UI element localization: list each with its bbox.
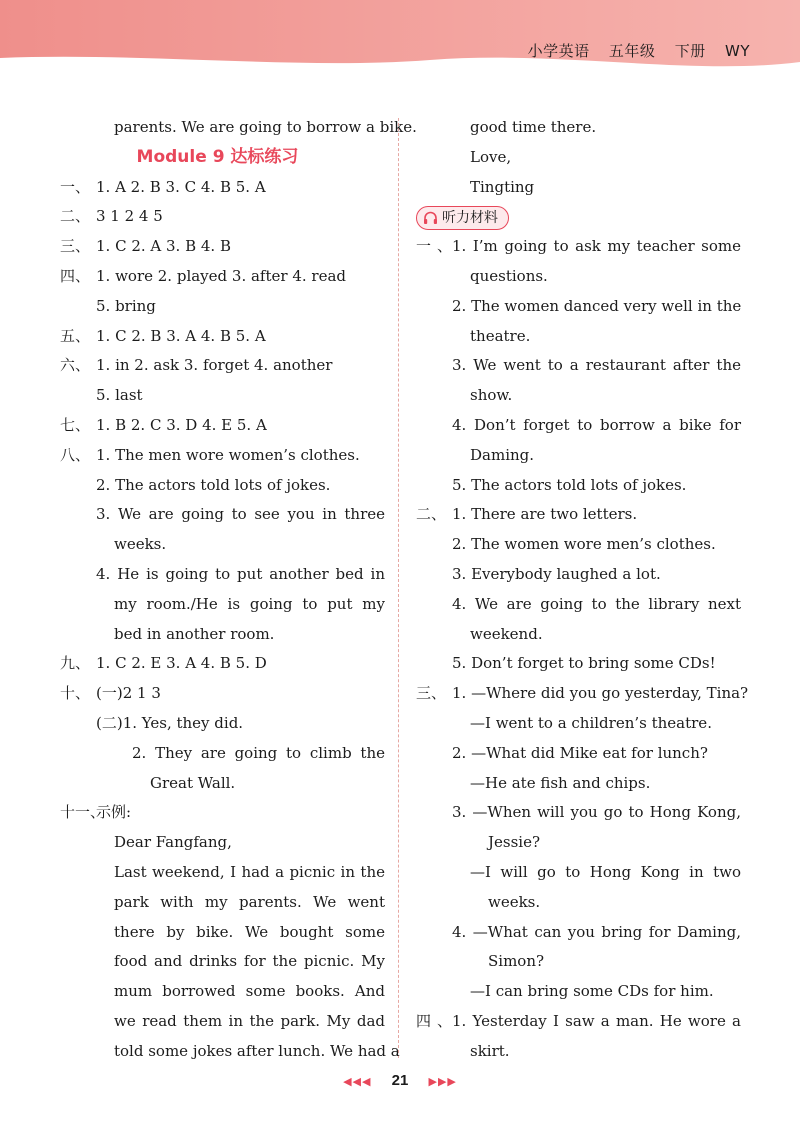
line-text: 1. The men wore women’s clothes. — [96, 445, 360, 464]
column-divider — [398, 118, 399, 1058]
line-text: weeks. — [488, 892, 541, 911]
answer-line — [60, 739, 385, 769]
question-marker: 三、 — [60, 237, 91, 256]
answer-line — [60, 530, 385, 560]
answer-line — [416, 322, 741, 352]
section-title: Module 9 达标练习 — [136, 146, 299, 167]
question-marker: 二、 — [60, 207, 91, 226]
line-text: weeks. — [114, 535, 167, 554]
answer-line — [416, 500, 741, 530]
line-text: mum borrowed some books. And — [114, 982, 385, 1001]
line-text: there by bike. We bought some — [114, 922, 385, 941]
line-text: show. — [470, 386, 513, 405]
prev-arrows-icon: ◀◀◀ — [343, 1076, 372, 1088]
answer-line — [60, 292, 385, 322]
line-text: 4. Don’t forget to borrow a bike for — [452, 415, 741, 434]
answer-line — [416, 262, 741, 292]
answer-line — [60, 798, 385, 828]
answer-line — [60, 1007, 385, 1037]
answer-line — [416, 441, 741, 471]
line-text: Dear Fangfang, — [114, 833, 232, 852]
line-text: told some jokes after lunch. We had a — [114, 1041, 400, 1060]
answer-line — [416, 1007, 741, 1037]
line-text: 4. We are going to the library next — [452, 594, 741, 613]
page-footer — [0, 1072, 800, 1089]
line-text: parents. We are going to borrow a bike. — [114, 118, 417, 136]
next-arrows-icon: ▶▶▶ — [428, 1076, 457, 1088]
line-text: food and drinks for the picnic. My — [114, 952, 385, 971]
line-text: 3. —When will you go to Hong Kong, — [452, 803, 741, 822]
line-text: 1. C 2. B 3. A 4. B 5. A — [96, 326, 266, 345]
answer-line — [60, 649, 385, 679]
header-edition: WY — [725, 42, 750, 60]
left-column — [60, 113, 417, 1067]
line-text: 5. bring — [96, 296, 156, 315]
line-text: Jessie? — [488, 833, 541, 852]
question-marker: 六、 — [60, 356, 91, 375]
line-text: 示例: — [96, 803, 132, 822]
headphones-icon — [423, 211, 438, 225]
answer-line — [416, 918, 741, 948]
answer-line — [60, 113, 417, 143]
answer-line — [60, 709, 385, 739]
line-text: 1. B 2. C 3. D 4. E 5. A — [96, 415, 267, 434]
line-text: theatre. — [470, 326, 531, 345]
answer-line — [60, 232, 385, 262]
answer-line — [416, 798, 741, 828]
line-text: Simon? — [488, 952, 545, 971]
line-text: 2. The actors told lots of jokes. — [96, 475, 331, 494]
line-text: 1. A 2. B 3. C 4. B 5. A — [96, 177, 266, 196]
line-text: good time there. — [470, 118, 597, 136]
answer-line — [60, 500, 385, 530]
line-text: 5. last — [96, 386, 143, 405]
question-marker: 五、 — [60, 326, 91, 345]
question-marker: 一、 — [416, 237, 452, 256]
page-number: 21 — [391, 1072, 409, 1089]
line-text: 1. wore 2. played 3. after 4. read — [96, 266, 346, 285]
answer-line — [416, 113, 741, 143]
answer-line — [416, 173, 741, 203]
answer-line — [416, 858, 741, 888]
line-text: 3 1 2 4 5 — [96, 207, 163, 226]
answer-line — [416, 560, 741, 590]
line-text: 3. We are going to see you in three — [96, 505, 385, 524]
answer-line — [60, 1037, 400, 1067]
line-text: bed in another room. — [114, 624, 275, 643]
line-text: 4. —What can you bring for Daming, — [452, 922, 741, 941]
answer-line — [416, 351, 741, 381]
answer-line — [60, 977, 385, 1007]
answer-line — [416, 1037, 741, 1067]
answer-line — [416, 232, 741, 262]
line-text: Love, — [470, 147, 512, 166]
listening-badge — [416, 206, 509, 230]
line-text: questions. — [470, 266, 548, 285]
answer-line — [416, 888, 741, 918]
answer-line — [60, 411, 385, 441]
line-text: 5. Don’t forget to bring some CDs! — [452, 654, 716, 673]
answer-line — [416, 947, 741, 977]
header-info — [514, 40, 750, 61]
line-text: 1. I’m going to ask my teacher some — [452, 237, 741, 256]
answer-line — [60, 202, 385, 232]
answer-line — [60, 828, 385, 858]
line-text: 1. in 2. ask 3. forget 4. another — [96, 356, 333, 375]
question-marker: 三、 — [416, 684, 447, 703]
listening-badge-label: 听力材料 — [442, 209, 498, 226]
line-text: Tingting — [470, 177, 535, 196]
question-marker: 十一、 — [60, 803, 106, 822]
header-grade: 五年级 — [608, 42, 656, 60]
answer-line — [60, 381, 385, 411]
line-text: we read them in the park. My dad — [114, 1011, 385, 1030]
question-marker: 八、 — [60, 445, 91, 464]
answer-line — [60, 858, 385, 888]
line-text: 1. C 2. A 3. B 4. B — [96, 237, 231, 256]
answer-line — [60, 322, 385, 352]
line-text: 4. He is going to put another bed in — [96, 564, 385, 583]
line-text: 2. —What did Mike eat for lunch? — [452, 743, 708, 762]
answer-line — [60, 679, 385, 709]
answer-line — [416, 769, 741, 799]
answer-line — [416, 471, 741, 501]
answer-line — [60, 918, 385, 948]
line-text: 1. Yesterday I saw a man. He wore a — [452, 1011, 741, 1030]
question-marker: 十、 — [60, 684, 91, 703]
answer-line — [60, 620, 385, 650]
line-text: —He ate fish and chips. — [470, 773, 651, 792]
line-text: 3. Everybody laughed a lot. — [452, 564, 661, 583]
header-subject: 小学英语 — [527, 42, 590, 60]
answer-line — [416, 828, 741, 858]
line-text: 1. C 2. E 3. A 4. B 5. D — [96, 654, 267, 673]
answer-line — [416, 977, 741, 1007]
answer-line — [416, 292, 741, 322]
line-text: —I can bring some CDs for him. — [470, 982, 714, 1001]
answer-line — [60, 888, 385, 918]
answer-line — [60, 351, 385, 381]
listening-badge-row — [416, 202, 741, 232]
line-text: (二)1. Yes, they did. — [96, 713, 244, 732]
question-marker: 一、 — [60, 177, 91, 196]
line-text: 3. We went to a restaurant after the — [452, 356, 741, 375]
line-text: park with my parents. We went — [114, 892, 385, 911]
answer-line — [416, 411, 741, 441]
answer-line — [416, 649, 741, 679]
answer-line — [60, 262, 385, 292]
line-text: 5. The actors told lots of jokes. — [452, 475, 687, 494]
question-marker: 四、 — [416, 1011, 452, 1030]
answer-line — [60, 560, 385, 590]
line-text: 2. The women danced very well in the — [452, 296, 742, 315]
line-text: Great Wall. — [150, 773, 236, 792]
answer-line — [416, 739, 741, 769]
line-text: —I went to a children’s theatre. — [470, 713, 712, 732]
question-marker: 二、 — [416, 505, 447, 524]
answer-line — [60, 173, 385, 203]
right-column — [416, 113, 749, 1067]
answer-line — [60, 590, 385, 620]
line-text: 1. —Where did you go yesterday, Tina? — [452, 684, 749, 703]
answer-line — [60, 471, 385, 501]
header-term: 下册 — [674, 42, 706, 60]
line-text: 2. The women wore men’s clothes. — [452, 535, 716, 554]
line-text: —I will go to Hong Kong in two — [470, 862, 741, 881]
line-text: 2. They are going to climb the — [132, 743, 385, 762]
answer-line — [416, 143, 741, 173]
line-text: Last weekend, I had a picnic in the — [114, 862, 385, 881]
answer-line — [60, 441, 385, 471]
answer-line — [60, 947, 385, 977]
answer-line — [416, 530, 741, 560]
question-marker: 七、 — [60, 415, 91, 434]
answer-line — [416, 679, 749, 709]
line-text: (一)2 1 3 — [96, 684, 161, 703]
line-text: 1. There are two letters. — [452, 505, 638, 524]
answer-line — [416, 381, 741, 411]
line-text: skirt. — [470, 1041, 510, 1060]
answer-line — [60, 769, 385, 799]
line-text: Daming. — [470, 445, 535, 464]
answer-line — [416, 620, 741, 650]
line-text: my room./He is going to put my — [114, 594, 385, 613]
question-marker: 四、 — [60, 266, 91, 285]
answer-line — [416, 709, 741, 739]
question-marker: 九、 — [60, 654, 91, 673]
line-text: weekend. — [470, 624, 543, 643]
answer-line — [416, 590, 741, 620]
